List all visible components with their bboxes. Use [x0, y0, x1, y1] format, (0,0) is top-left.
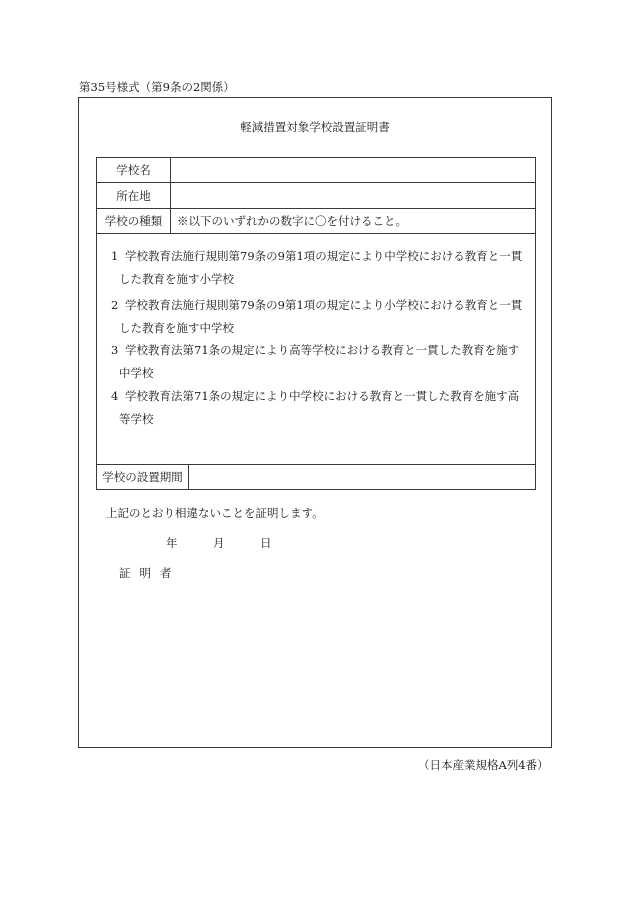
date-year-label: 年 — [166, 536, 178, 550]
school-type-label: 学校の種類 — [97, 209, 171, 233]
school-type-options — [97, 234, 535, 465]
option-text: 学校教育法第71条の規定により高等学校における教育と一貫した教育を施す — [125, 343, 520, 357]
option-text-continued: した教育を施す中学校 — [119, 320, 234, 335]
option-text: 学校教育法施行規則第79条の9第1項の規定により中学校における教育と一貫 — [125, 249, 523, 263]
school-name-row — [97, 158, 535, 183]
form-number: 第35号様式（第9条の2関係） — [79, 80, 235, 94]
option-number: 2 — [111, 298, 119, 312]
school-type-option[interactable] — [111, 294, 529, 339]
period-row — [97, 465, 535, 489]
school-type-option[interactable] — [111, 245, 529, 290]
option-text-continued: 等学校 — [119, 411, 154, 426]
option-text-continued: 中学校 — [119, 365, 154, 380]
date-month-label: 月 — [213, 536, 225, 550]
school-name-label: 学校名 — [97, 158, 171, 182]
school-type-option[interactable] — [111, 339, 529, 384]
location-field[interactable] — [171, 183, 535, 208]
period-field[interactable] — [189, 465, 535, 489]
location-label: 所在地 — [97, 183, 171, 208]
option-text: 学校教育法第71条の規定により中学校における教育と一貫した教育を施す高 — [125, 389, 520, 403]
document-title: 軽減措置対象学校設置証明書 — [240, 120, 390, 134]
school-type-instruction: ※以下のいずれかの数字に〇を付けること。 — [177, 214, 407, 228]
certificate-table — [96, 157, 536, 490]
option-number: 4 — [111, 389, 119, 403]
date-day-label: 日 — [260, 536, 272, 550]
school-type-option[interactable] — [111, 385, 529, 430]
certification-statement: 上記のとおり相違ないことを証明します。 — [106, 506, 324, 520]
option-number: 1 — [111, 249, 119, 263]
period-label: 学校の設置期間 — [97, 465, 189, 489]
certifier-label: 証明者 — [119, 566, 181, 580]
paper-size-note: （日本産業規格A列4番） — [418, 758, 549, 772]
school-type-row — [97, 209, 535, 234]
option-text-continued: した教育を施す小学校 — [119, 271, 234, 286]
option-number: 3 — [111, 343, 119, 357]
location-row — [97, 183, 535, 209]
option-text: 学校教育法施行規則第79条の9第1項の規定により小学校における教育と一貫 — [125, 298, 523, 312]
school-name-field[interactable] — [171, 158, 535, 182]
